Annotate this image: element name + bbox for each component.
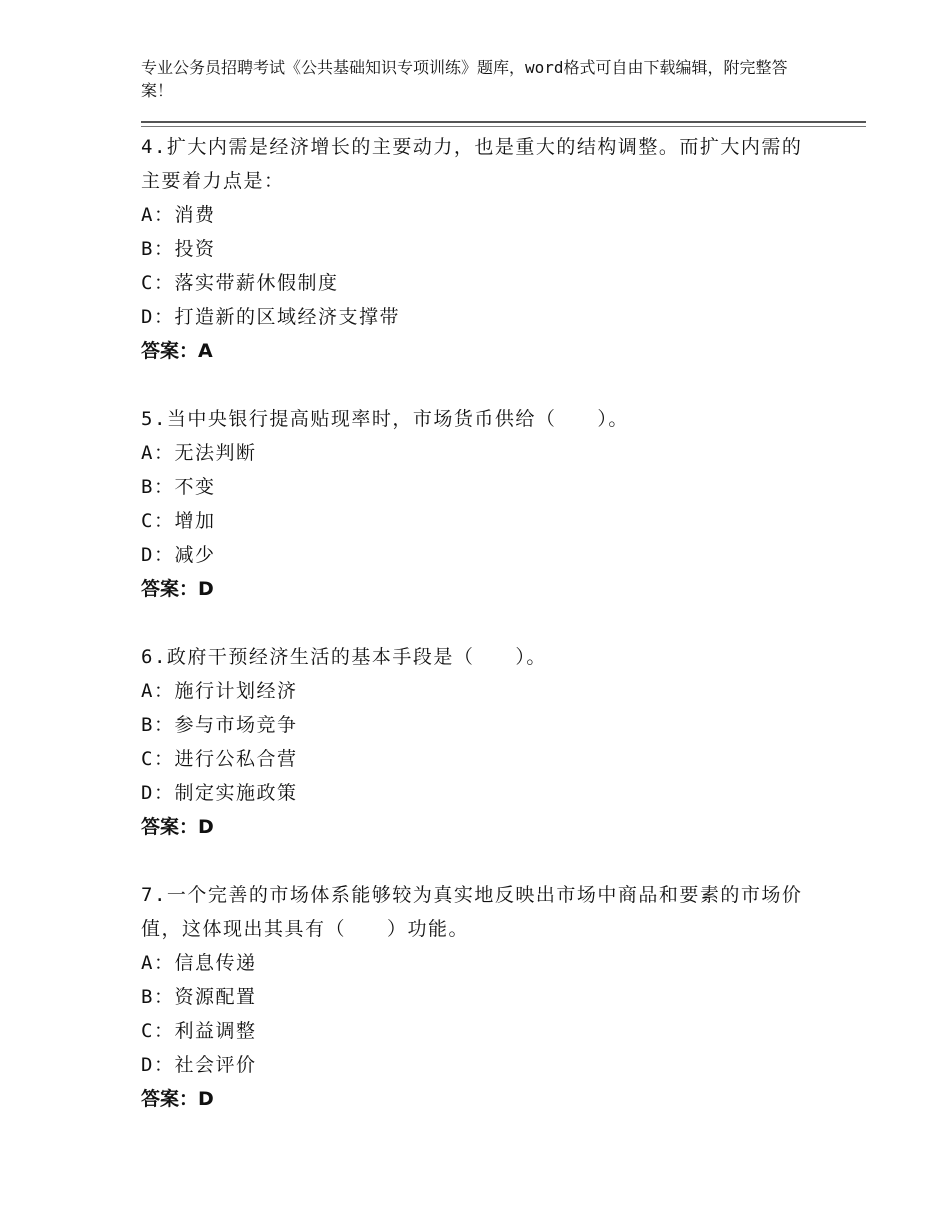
option-d: D：社会评价 xyxy=(141,1054,257,1076)
option-a: A：消费 xyxy=(141,204,216,226)
option-c: C：利益调整 xyxy=(141,1020,257,1042)
option-d: D：减少 xyxy=(141,544,216,566)
option-d: D：打造新的区域经济支撑带 xyxy=(141,306,400,328)
header-rule-thick xyxy=(141,121,866,123)
option-c: C：增加 xyxy=(141,510,216,532)
question-stem: 7.一个完善的市场体系能够较为真实地反映出市场中商品和要素的市场价值，这体现出其具有（ ）功能。 xyxy=(141,884,803,940)
question-6 xyxy=(141,640,821,844)
option-b: B：资源配置 xyxy=(141,986,257,1008)
option-b: B：不变 xyxy=(141,476,216,498)
answer: 答案：D xyxy=(141,578,214,600)
option-a: A：无法判断 xyxy=(141,442,257,464)
question-4 xyxy=(141,130,821,368)
option-c: C：落实带薪休假制度 xyxy=(141,272,339,294)
answer: 答案：D xyxy=(141,1088,214,1110)
document-header: 专业公务员招聘考试《公共基础知识专项训练》题库，word格式可自由下载编辑，附完整答案！ xyxy=(141,58,788,100)
option-b: B：参与市场竞争 xyxy=(141,714,298,736)
question-5 xyxy=(141,402,821,606)
header-rule-thin xyxy=(141,126,866,127)
question-7 xyxy=(141,878,821,1116)
question-stem: 6.政府干预经济生活的基本手段是（ ）。 xyxy=(141,646,547,668)
answer: 答案：A xyxy=(141,340,213,362)
question-list xyxy=(141,130,821,1150)
question-stem: 5.当中央银行提高贴现率时，市场货币供给（ ）。 xyxy=(141,408,629,430)
option-a: A：信息传递 xyxy=(141,952,257,974)
option-a: A：施行计划经济 xyxy=(141,680,298,702)
option-d: D：制定实施政策 xyxy=(141,782,298,804)
option-c: C：进行公私合营 xyxy=(141,748,298,770)
answer: 答案：D xyxy=(141,816,214,838)
option-b: B：投资 xyxy=(141,238,216,260)
question-stem: 4.扩大内需是经济增长的主要动力，也是重大的结构调整。而扩大内需的主要着力点是： xyxy=(141,136,803,192)
